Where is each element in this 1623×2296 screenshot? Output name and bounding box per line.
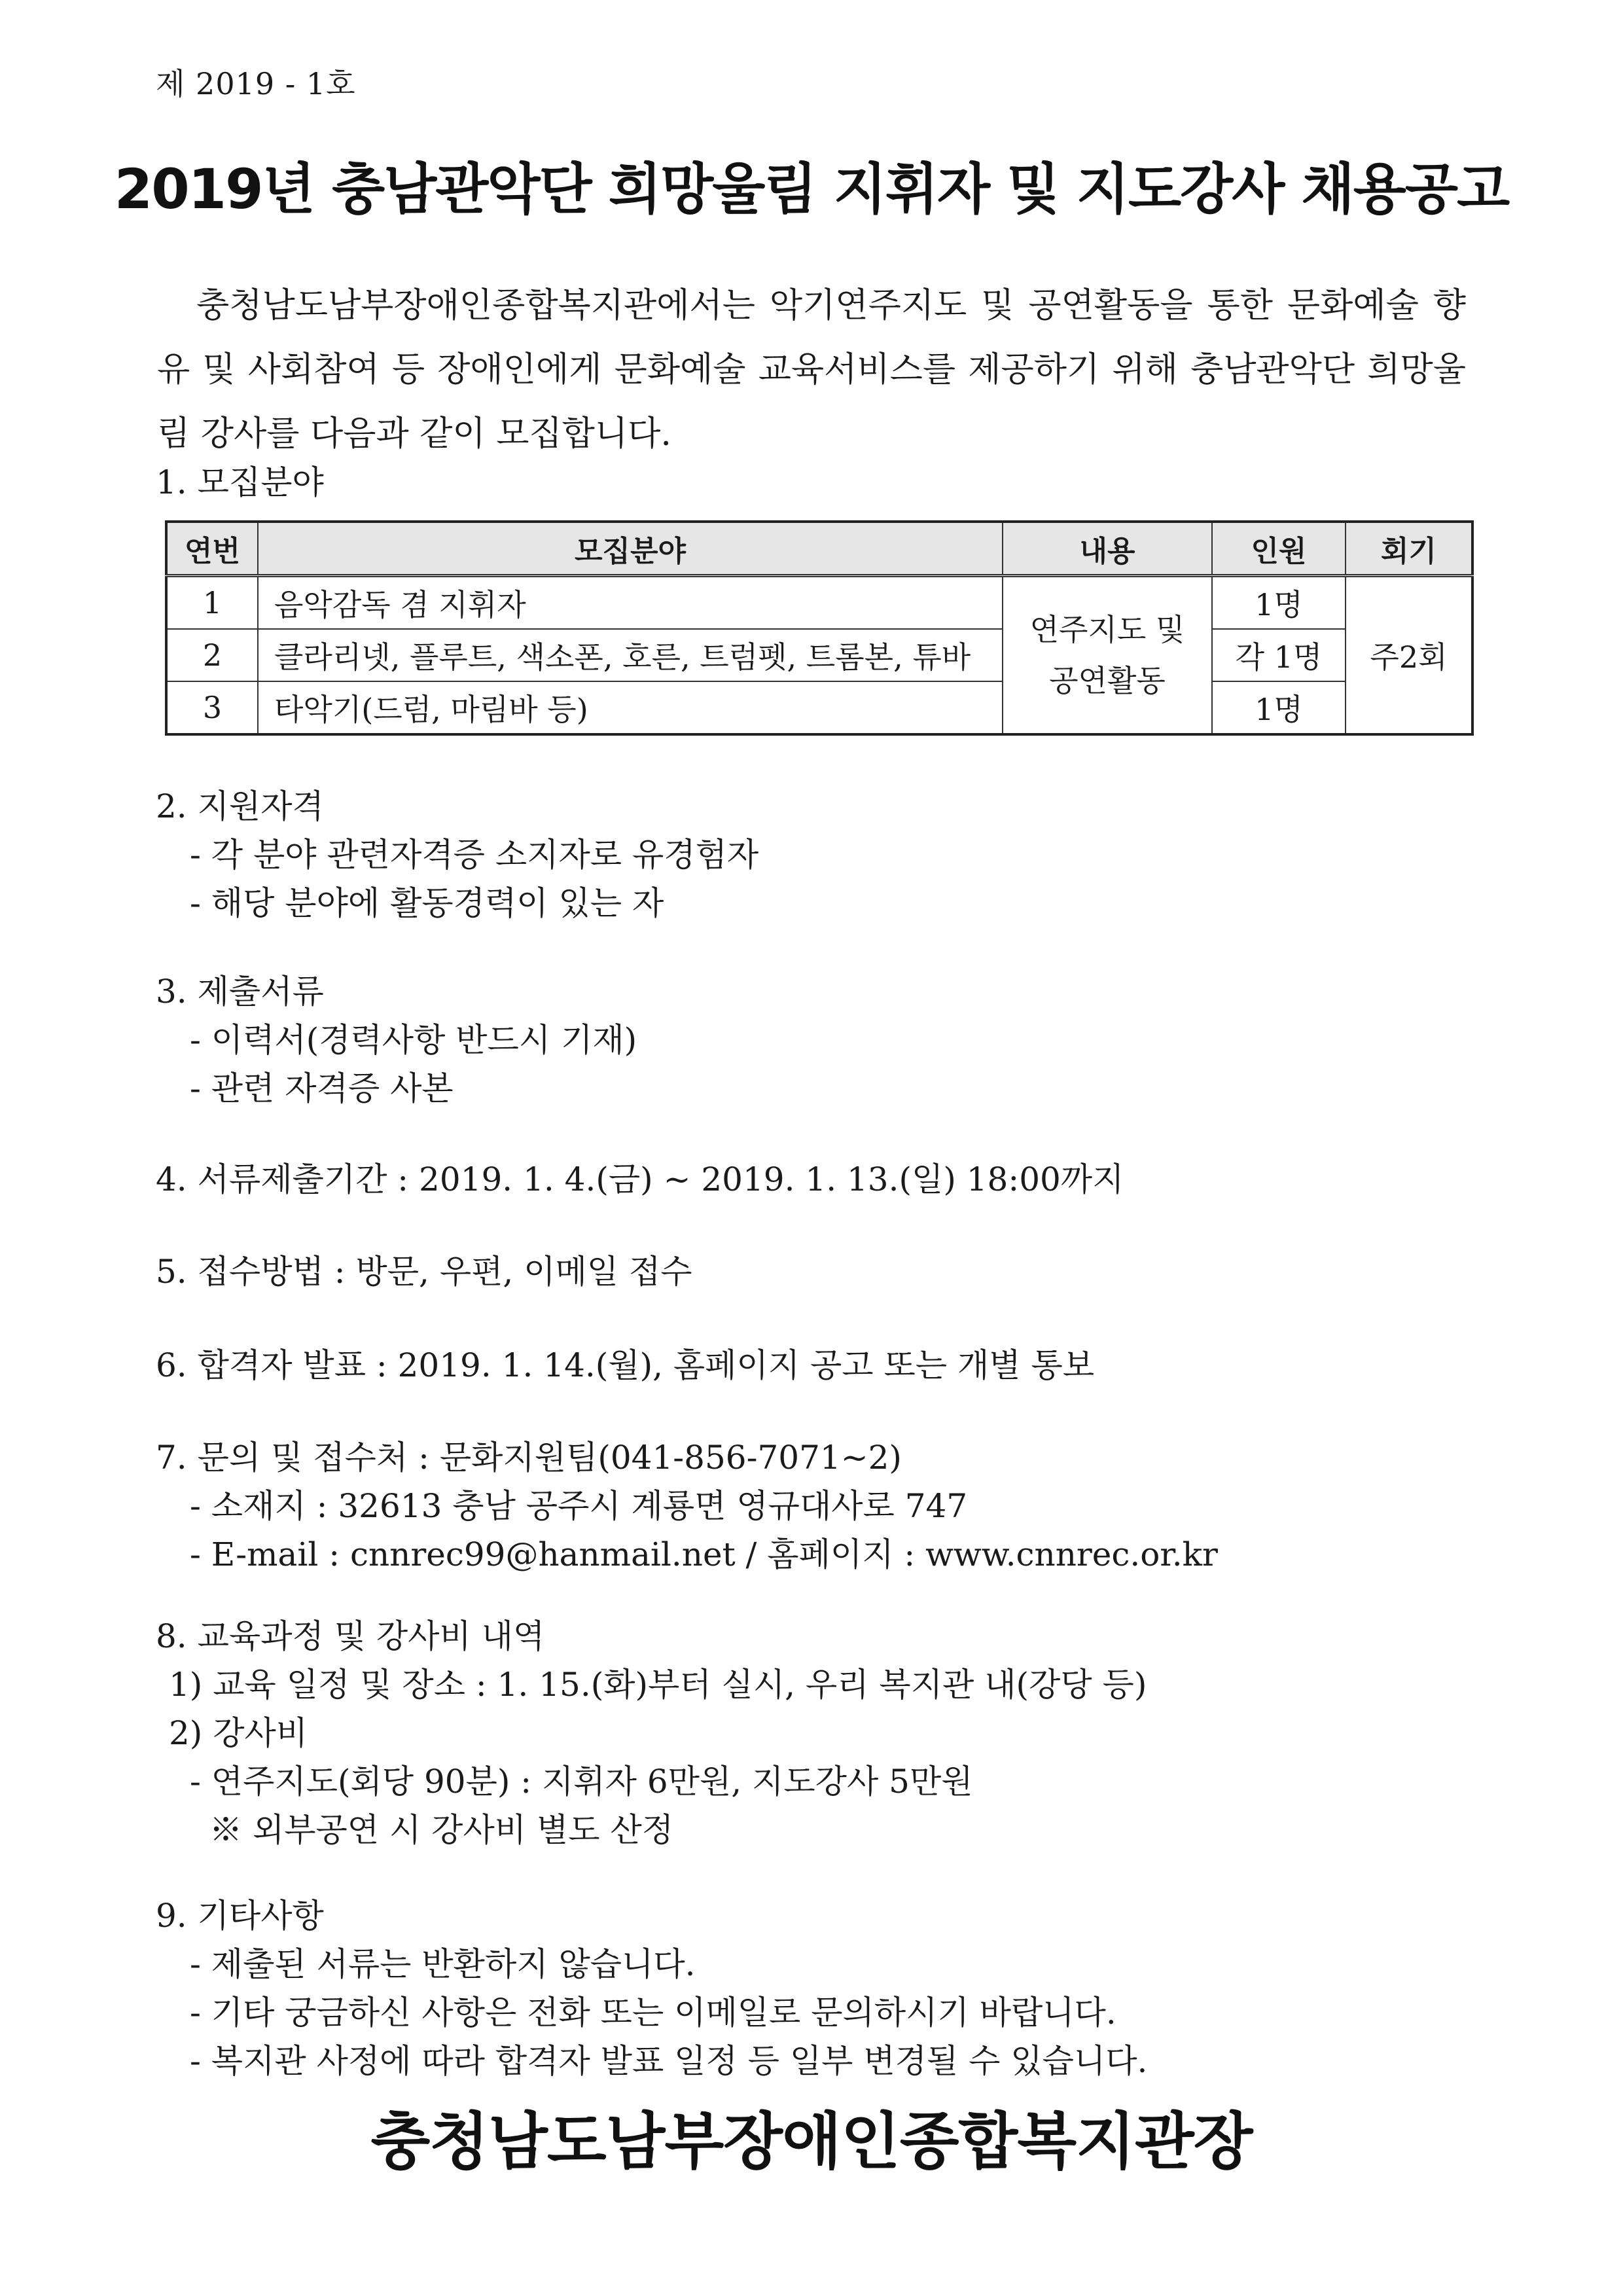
- section-heading: 5. 접수방법 : 방문, 우편, 이메일 접수: [156, 1253, 692, 1291]
- list-item: - 제출된 서류는 반환하지 않습니다.: [190, 1945, 696, 1983]
- list-item: - 복지관 사정에 따라 합격자 발표 일정 등 일부 변경될 수 있습니다.: [190, 2042, 1148, 2080]
- issuer-signature: 충청남도남부장애인종합복지관장: [370, 2106, 1253, 2178]
- row-count: 1명: [1212, 576, 1346, 630]
- row-field: 타악기(드럼, 마림바 등): [258, 681, 1003, 734]
- section-period: [156, 1155, 1124, 1204]
- row-no: 1: [166, 576, 258, 630]
- row-no: 3: [166, 681, 258, 734]
- list-item: - 기타 궁금하신 사항은 전화 또는 이메일로 문의하시기 바랍니다.: [190, 1994, 1116, 2032]
- fee-note: ※ 외부공연 시 강사비 별도 산정: [209, 1811, 674, 1849]
- intro-paragraph: 충청남도남부장애인종합복지관에서는 악기연주지도 및 공연활동을 통한 문화예술 향유 및 사회참여 등 장애인에게 문화예술 교육서비스를 제공하기 위해 충남관악단 희망울림 강사를 다음과 같이 모집합니다.: [157, 286, 1466, 454]
- table-row: [166, 681, 1472, 734]
- list-item: - 해당 분야에 활동경력이 있는 자: [190, 884, 664, 922]
- list-item: - 관련 자격증 사본: [190, 1069, 454, 1107]
- row-field: 클라리넷, 플루트, 색소폰, 호른, 트럼펫, 트롬본, 튜바: [258, 629, 1003, 681]
- header-no: 연번: [166, 522, 258, 576]
- section-announcement: [156, 1341, 1094, 1390]
- table-row: [166, 629, 1472, 681]
- section-contact: [156, 1433, 1218, 1579]
- row-count: 1명: [1212, 681, 1346, 734]
- content-line: 공연활동: [1049, 663, 1166, 698]
- section-heading: 6. 합격자 발표 : 2019. 1. 14.(월), 홈페이지 공고 또는 개별 통보: [156, 1346, 1095, 1384]
- row-sessions: 주2회: [1346, 576, 1472, 735]
- section-method: [156, 1247, 692, 1296]
- section-heading: 4. 서류제출기간 : 2019. 1. 4.(금) ~ 2019. 1. 13.(일) 18:00까지: [156, 1160, 1124, 1198]
- list-item: - 각 분야 관련자격증 소지자로 유경험자: [190, 836, 759, 874]
- section-heading: 2. 지원자격: [156, 787, 324, 825]
- row-content: [1003, 576, 1212, 735]
- section-etc: [156, 1892, 1147, 2085]
- recruit-table: [165, 520, 1474, 736]
- row-count: 각 1명: [1212, 629, 1346, 681]
- contact-address: - 소재지 : 32613 충남 공주시 계룡면 영규대사로 747: [190, 1487, 968, 1525]
- row-field: 음악감독 겸 지휘자: [258, 576, 1003, 630]
- section-documents: [156, 967, 637, 1113]
- header-sessions: 회기: [1346, 522, 1472, 576]
- page-title: 2019년 충남관악단 희망울림 지휘자 및 지도강사 채용공고: [114, 157, 1509, 221]
- header-content: 내용: [1003, 522, 1212, 576]
- section-qualification: [156, 782, 758, 927]
- list-item: - 이력서(경력사항 반드시 기재): [190, 1021, 637, 1059]
- table-row: [166, 576, 1472, 630]
- section-recruit: [156, 458, 324, 507]
- section-heading: 8. 교육과정 및 강사비 내역: [156, 1617, 545, 1655]
- table-header-row: [166, 522, 1472, 576]
- header-count: 인원: [1212, 522, 1346, 576]
- fee-heading: 2) 강사비: [169, 1714, 308, 1752]
- section-heading: 9. 기타사항: [156, 1897, 324, 1935]
- education-schedule: 1) 교육 일정 및 장소 : 1. 15.(화)부터 실시, 우리 복지관 내(강당 등): [169, 1666, 1147, 1704]
- row-no: 2: [166, 629, 258, 681]
- fee-item: - 연주지도(회당 90분) : 지휘자 6만원, 지도강사 5만원: [190, 1763, 973, 1801]
- content-line: 연주지도 및: [1029, 612, 1185, 647]
- section-heading: 3. 제출서류: [156, 973, 324, 1011]
- header-field: 모집분야: [258, 522, 1003, 576]
- contact-email-web: - E-mail : cnnrec99@hanmail.net / 홈페이지 : www.cnnrec.or.kr: [190, 1535, 1218, 1573]
- section-heading: 7. 문의 및 접수처 : 문화지원팀(041-856-7071~2): [156, 1439, 902, 1477]
- section-education: [156, 1612, 1147, 1854]
- section-heading: 1. 모집분야: [156, 463, 324, 501]
- document-number: 제 2019 - 1호: [156, 66, 356, 101]
